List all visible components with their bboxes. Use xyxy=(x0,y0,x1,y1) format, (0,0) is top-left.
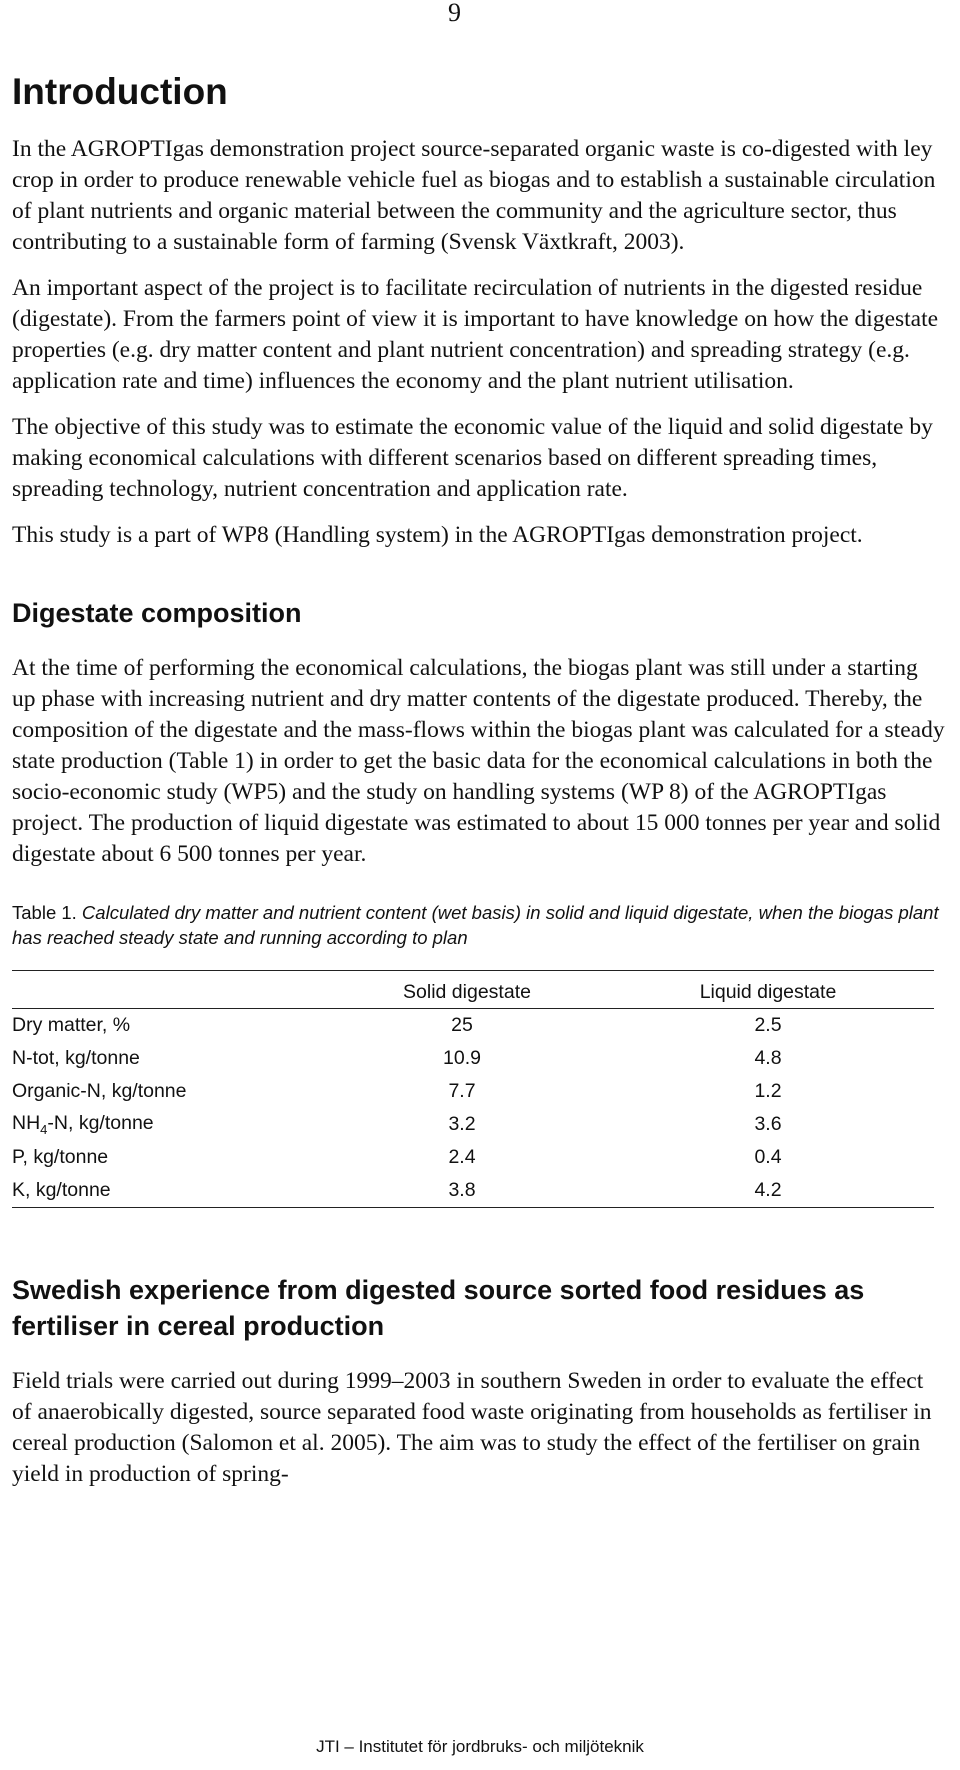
table-row xyxy=(12,1009,934,1043)
row-label: Dry matter, % xyxy=(12,1014,131,1036)
table-row xyxy=(12,1108,934,1141)
swedish-experience-section xyxy=(12,1272,947,1490)
swedish-experience-paragraph: Field trials were carried out during 1999–2003 in southern Sweden in order to evaluate the effect of anaerobically digested, source separated food waste originating from households as fertiliser in cereal production (Salomon et al. 2005). The aim was to study the effect of the fertiliser on grain yield in production of spring- xyxy=(12,1368,932,1487)
row-liquid-value: 4.8 xyxy=(754,1047,782,1069)
row-label-prefix: NH xyxy=(12,1112,41,1135)
table-caption-text: Calculated dry matter and nutrient content (wet basis) in solid and liquid digestate, when the biogas plant has reached steady state and running according to plan xyxy=(12,902,939,948)
table-row xyxy=(12,1075,934,1108)
row-liquid-value: 4.2 xyxy=(602,1174,934,1208)
digestate-heading: Digestate composition xyxy=(12,598,302,628)
swedish-experience-heading: Swedish experience from digested source sorted food residues as fertiliser in cereal production xyxy=(12,1275,865,1341)
table-caption-label: Table 1. xyxy=(12,902,77,923)
row-liquid-value: 1.2 xyxy=(754,1080,782,1102)
row-solid-value: 25 xyxy=(451,1014,473,1036)
table-header-row xyxy=(12,971,934,1009)
digestate-table xyxy=(12,970,934,1208)
row-label-suffix: -N, kg/tonne xyxy=(47,1112,154,1135)
row-label: N-tot, kg/tonne xyxy=(12,1047,140,1069)
row-liquid-value: 3.6 xyxy=(754,1113,782,1135)
page-content xyxy=(12,70,947,1505)
table-row xyxy=(12,1174,934,1208)
digestate-paragraph: At the time of performing the economical calculations, the biogas plant was still under a starting up phase with increasing nutrient and dry matter contents of the digestate produced. Thereby, the composition of the digestate and the mass-flows within the biogas plant was calculated for a steady state production (Table 1) in order to get the basic data for the economical calculations in both the socio-economic study (WP5) and the study on handling systems (WP 8) of the AGROPTIgas project. The production of liquid digestate was estimated to about 15 000 tonnes per year and solid digestate about 6 500 tonnes per year. xyxy=(12,655,945,867)
table-caption xyxy=(12,900,947,950)
page-footer: JTI – Institutet för jordbruks- och miljöteknik xyxy=(316,1737,644,1756)
table-header-blank xyxy=(12,971,332,1009)
row-label: K, kg/tonne xyxy=(12,1174,332,1208)
table-row xyxy=(12,1042,934,1075)
row-solid-value: 7.7 xyxy=(448,1080,476,1102)
row-liquid-value: 0.4 xyxy=(754,1146,782,1168)
row-solid-value: 3.8 xyxy=(332,1174,602,1208)
table-header-liquid: Liquid digestate xyxy=(602,971,934,1009)
row-label xyxy=(12,1108,332,1141)
table-row xyxy=(12,1141,934,1174)
row-label-subscript: 4 xyxy=(40,1121,48,1137)
introduction-section xyxy=(12,70,947,551)
introduction-paragraph-2: An important aspect of the project is to facilitate recirculation of nutrients in the digested residue (digestate). From the farmers point of view it is important to have knowledge on how the digestate properties (e.g. dry matter content and plant nutrient concentration) and spreading strategy (e.g. application rate and time) influences the economy and the plant nutrient utilisation. xyxy=(12,275,939,394)
row-label: Organic-N, kg/tonne xyxy=(12,1080,187,1102)
row-liquid-value: 2.5 xyxy=(754,1014,782,1036)
introduction-paragraph-4: This study is a part of WP8 (Handling system) in the AGROPTIgas demonstration project. xyxy=(12,522,863,548)
row-solid-value: 10.9 xyxy=(443,1047,481,1069)
digestate-section xyxy=(12,595,947,1208)
introduction-paragraph-3: The objective of this study was to estimate the economic value of the liquid and solid digestate by making economical calculations with different scenarios based on different spreading times, spreading technology, nutrient concentration and application rate. xyxy=(12,414,933,502)
introduction-paragraph-1: In the AGROPTIgas demonstration project source-separated organic waste is co-digested with ley crop in order to produce renewable vehicle fuel as biogas and to establish a sustainable circulation of plant nutrients and organic material between the community and the agriculture sector, thus contributing to a sustainable form of farming (Svensk Växtkraft, 2003). xyxy=(12,136,936,255)
introduction-heading: Introduction xyxy=(12,71,228,112)
row-solid-value: 2.4 xyxy=(448,1146,476,1168)
row-solid-value: 3.2 xyxy=(448,1113,476,1135)
page-number: 9 xyxy=(448,0,461,27)
row-label: P, kg/tonne xyxy=(12,1146,109,1168)
table-header-solid: Solid digestate xyxy=(332,971,602,1009)
